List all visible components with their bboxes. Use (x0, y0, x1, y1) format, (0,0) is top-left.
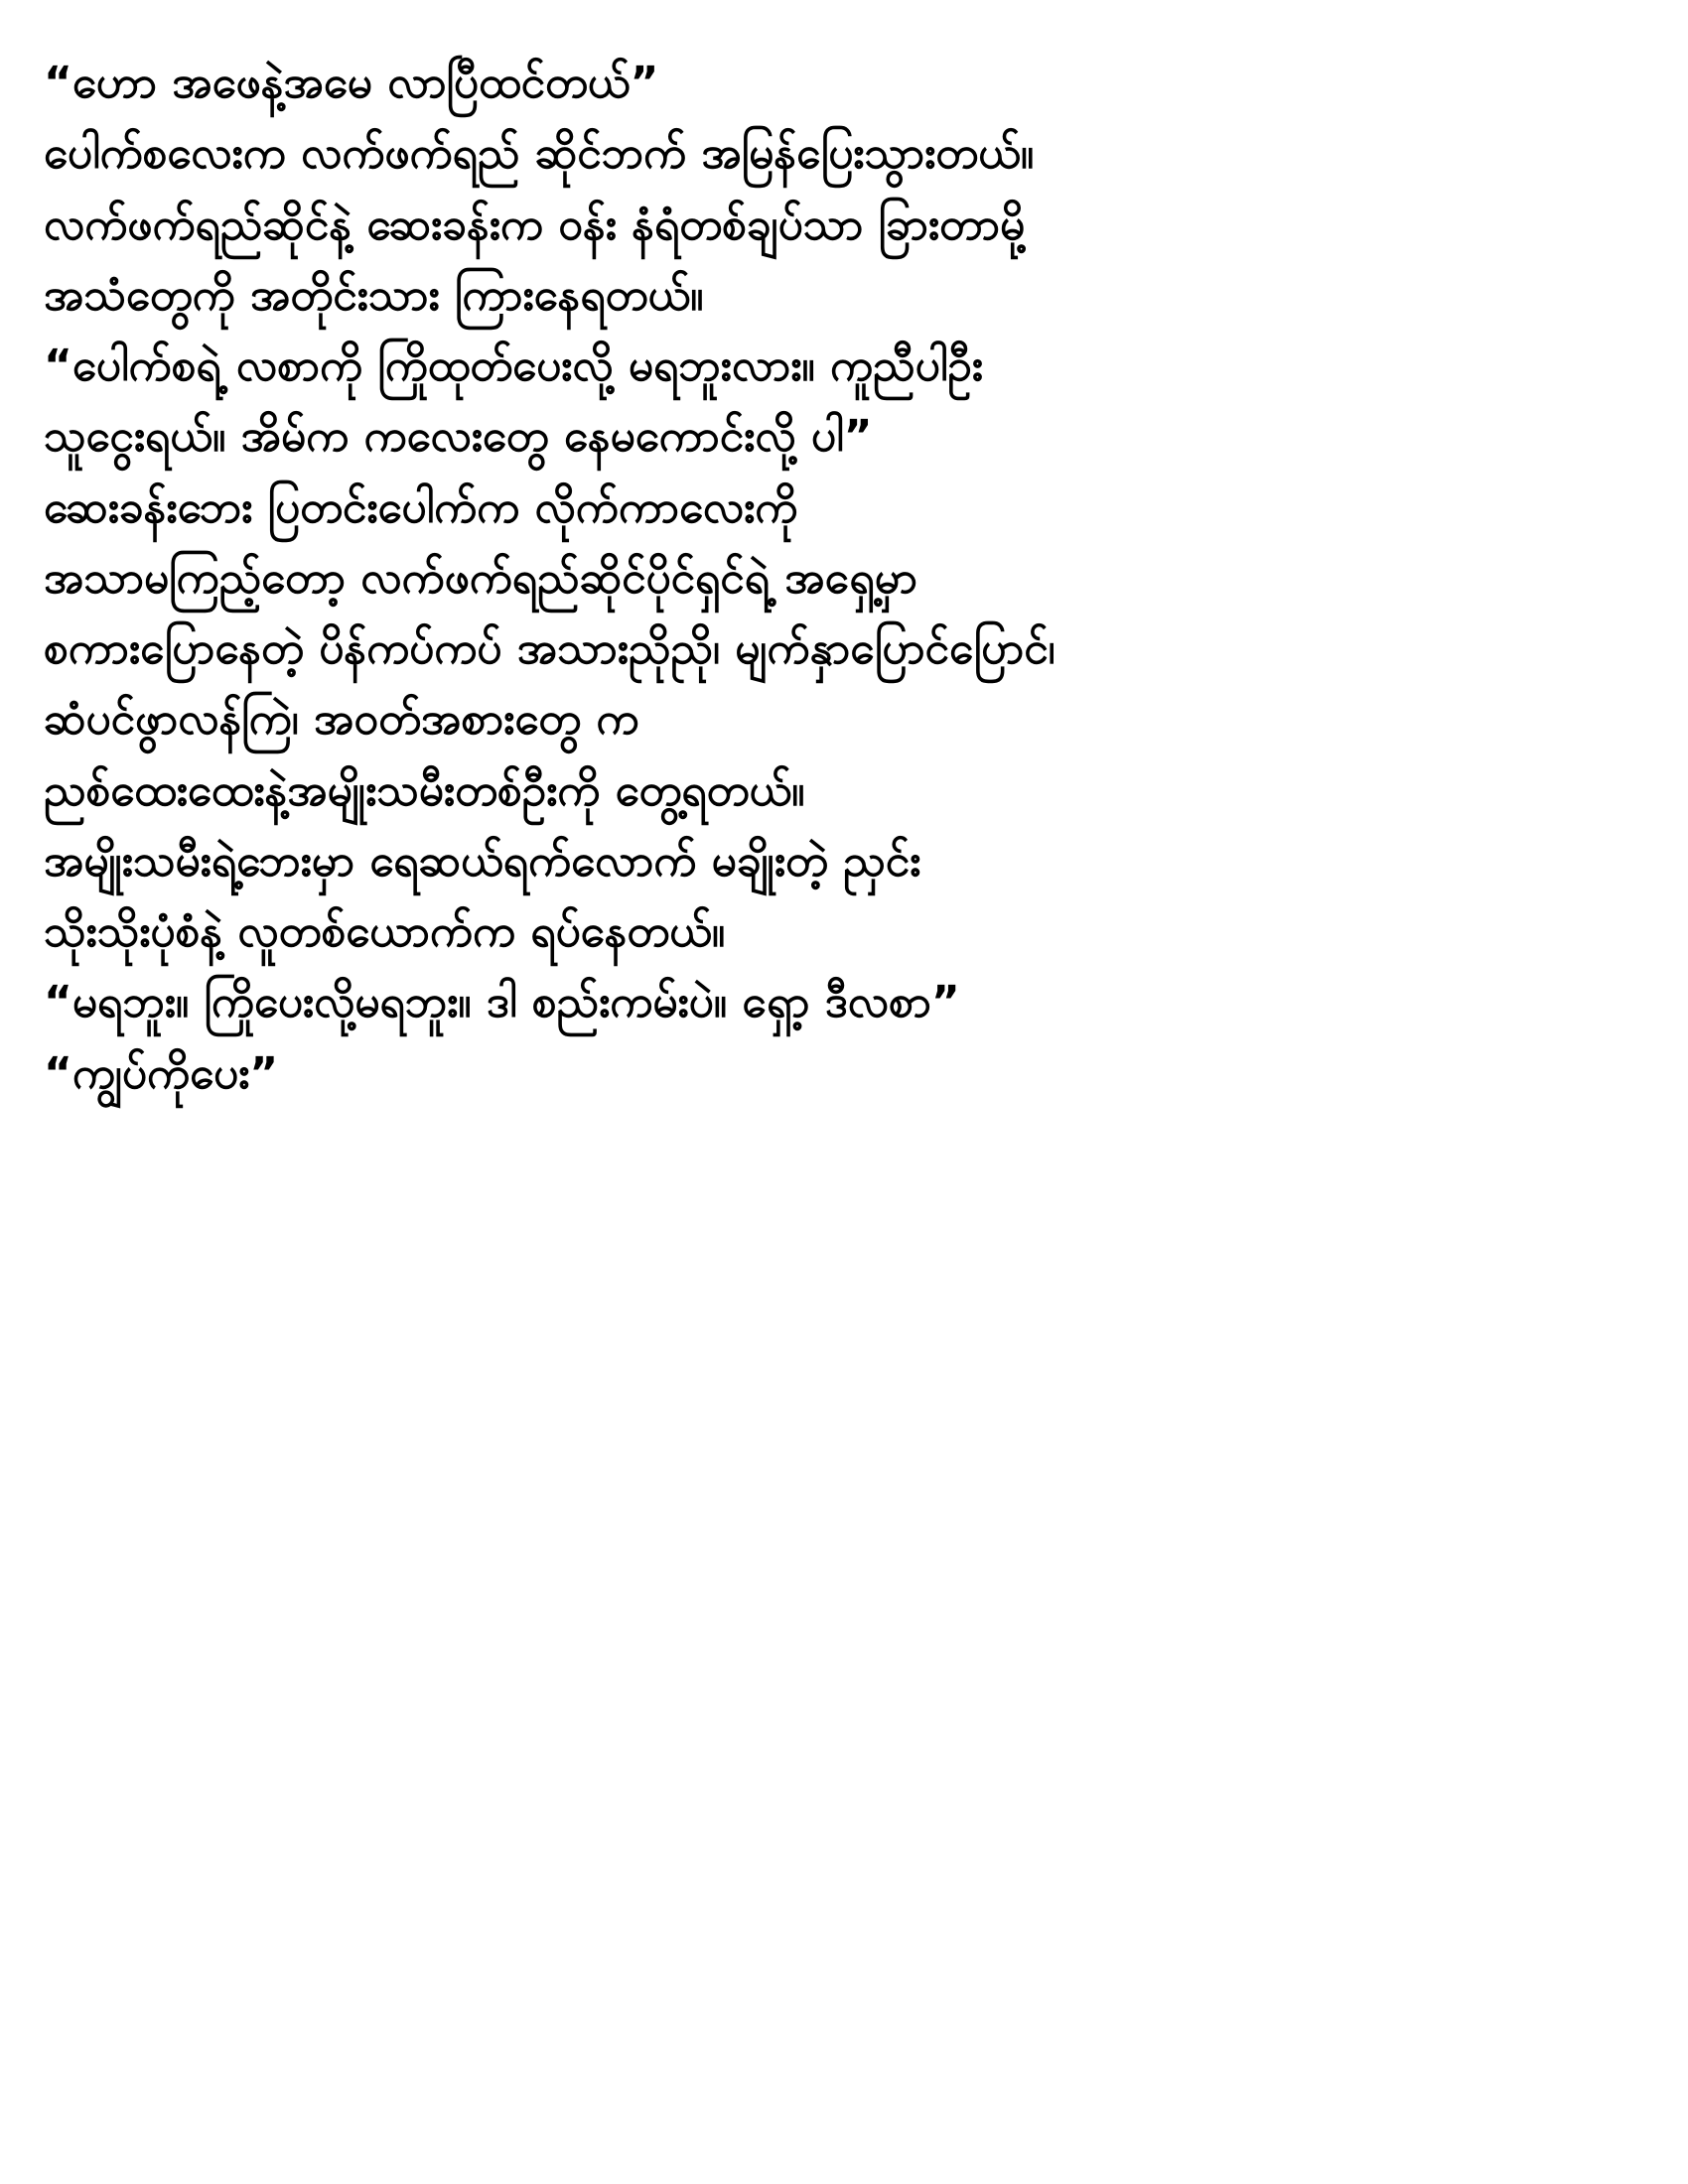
text-line: လက်ဖက်ရည်ဆိုင်နဲ့ ဆေးခန်းက ဝန်း နံရံတစ်ချပ်သာ ခြားတာမို့ (44, 199, 1026, 250)
text-line: သူငွေးရယ်။ အိမ်က ကလေးတွေ နေမကောင်းလို့ ပါ” (44, 411, 873, 463)
text-line: အသံတွေကို အတိုင်းသား ကြားနေရတယ်။ (44, 269, 704, 321)
text-line: အမျိုးသမီးရဲ့ဘေးမှာ ရေဆယ်ရက်လောက် မချိုးတဲ့ ညှင်း (44, 835, 921, 887)
body-text (44, 48, 1628, 1109)
text-line: သိုးသိုးပုံစံနဲ့ လူတစ်ယောက်က ရပ်နေတယ်။ (44, 906, 726, 958)
text-line: “မရဘူး။ ကြိုပေးလို့မရဘူး။ ဒါ စည်းကမ်းပဲ။ ရှော့ ဒီလစာ” (44, 977, 960, 1028)
text-line: “ပေါက်စရဲ့ လစာကို ကြိုထုတ်ပေးလို့ မရဘူးလား။ ကူညီပါဦး (44, 341, 983, 392)
text-line: ဆေးခန်းဘေး ပြတင်းပေါက်က လိုက်ကာလေးကို (44, 481, 798, 533)
text-line: ပေါက်စလေးက လက်ဖက်ရည် ဆိုင်ဘက် အမြန်ပြေးသွားတယ်။ (44, 128, 1035, 180)
text-line: ဆံပင်ဖွာလန်ကြဲ၊ အဝတ်အစားတွေ က (44, 694, 639, 746)
text-line: “ကျွပ်ကိုပေး” (44, 1047, 279, 1099)
text-line: “ဟော အဖေနဲ့အမေ လာပြီထင်တယ်” (44, 58, 659, 108)
text-line: ညစ်ထေးထေးနဲ့အမျိုးသမီးတစ်ဦးကို တွေ့ရတယ်။ (44, 764, 805, 816)
text-line: စကားပြောနေတဲ့ ပိန်ကပ်ကပ် အသားညိုညို၊ မျက်နှာပြောင်ပြောင်၊ (44, 623, 1055, 675)
text-line: အသာမကြည့်တော့ လက်ဖက်ရည်ဆိုင်ပိုင်ရှင်ရဲ့ အရှေ့မှာ (44, 552, 917, 604)
